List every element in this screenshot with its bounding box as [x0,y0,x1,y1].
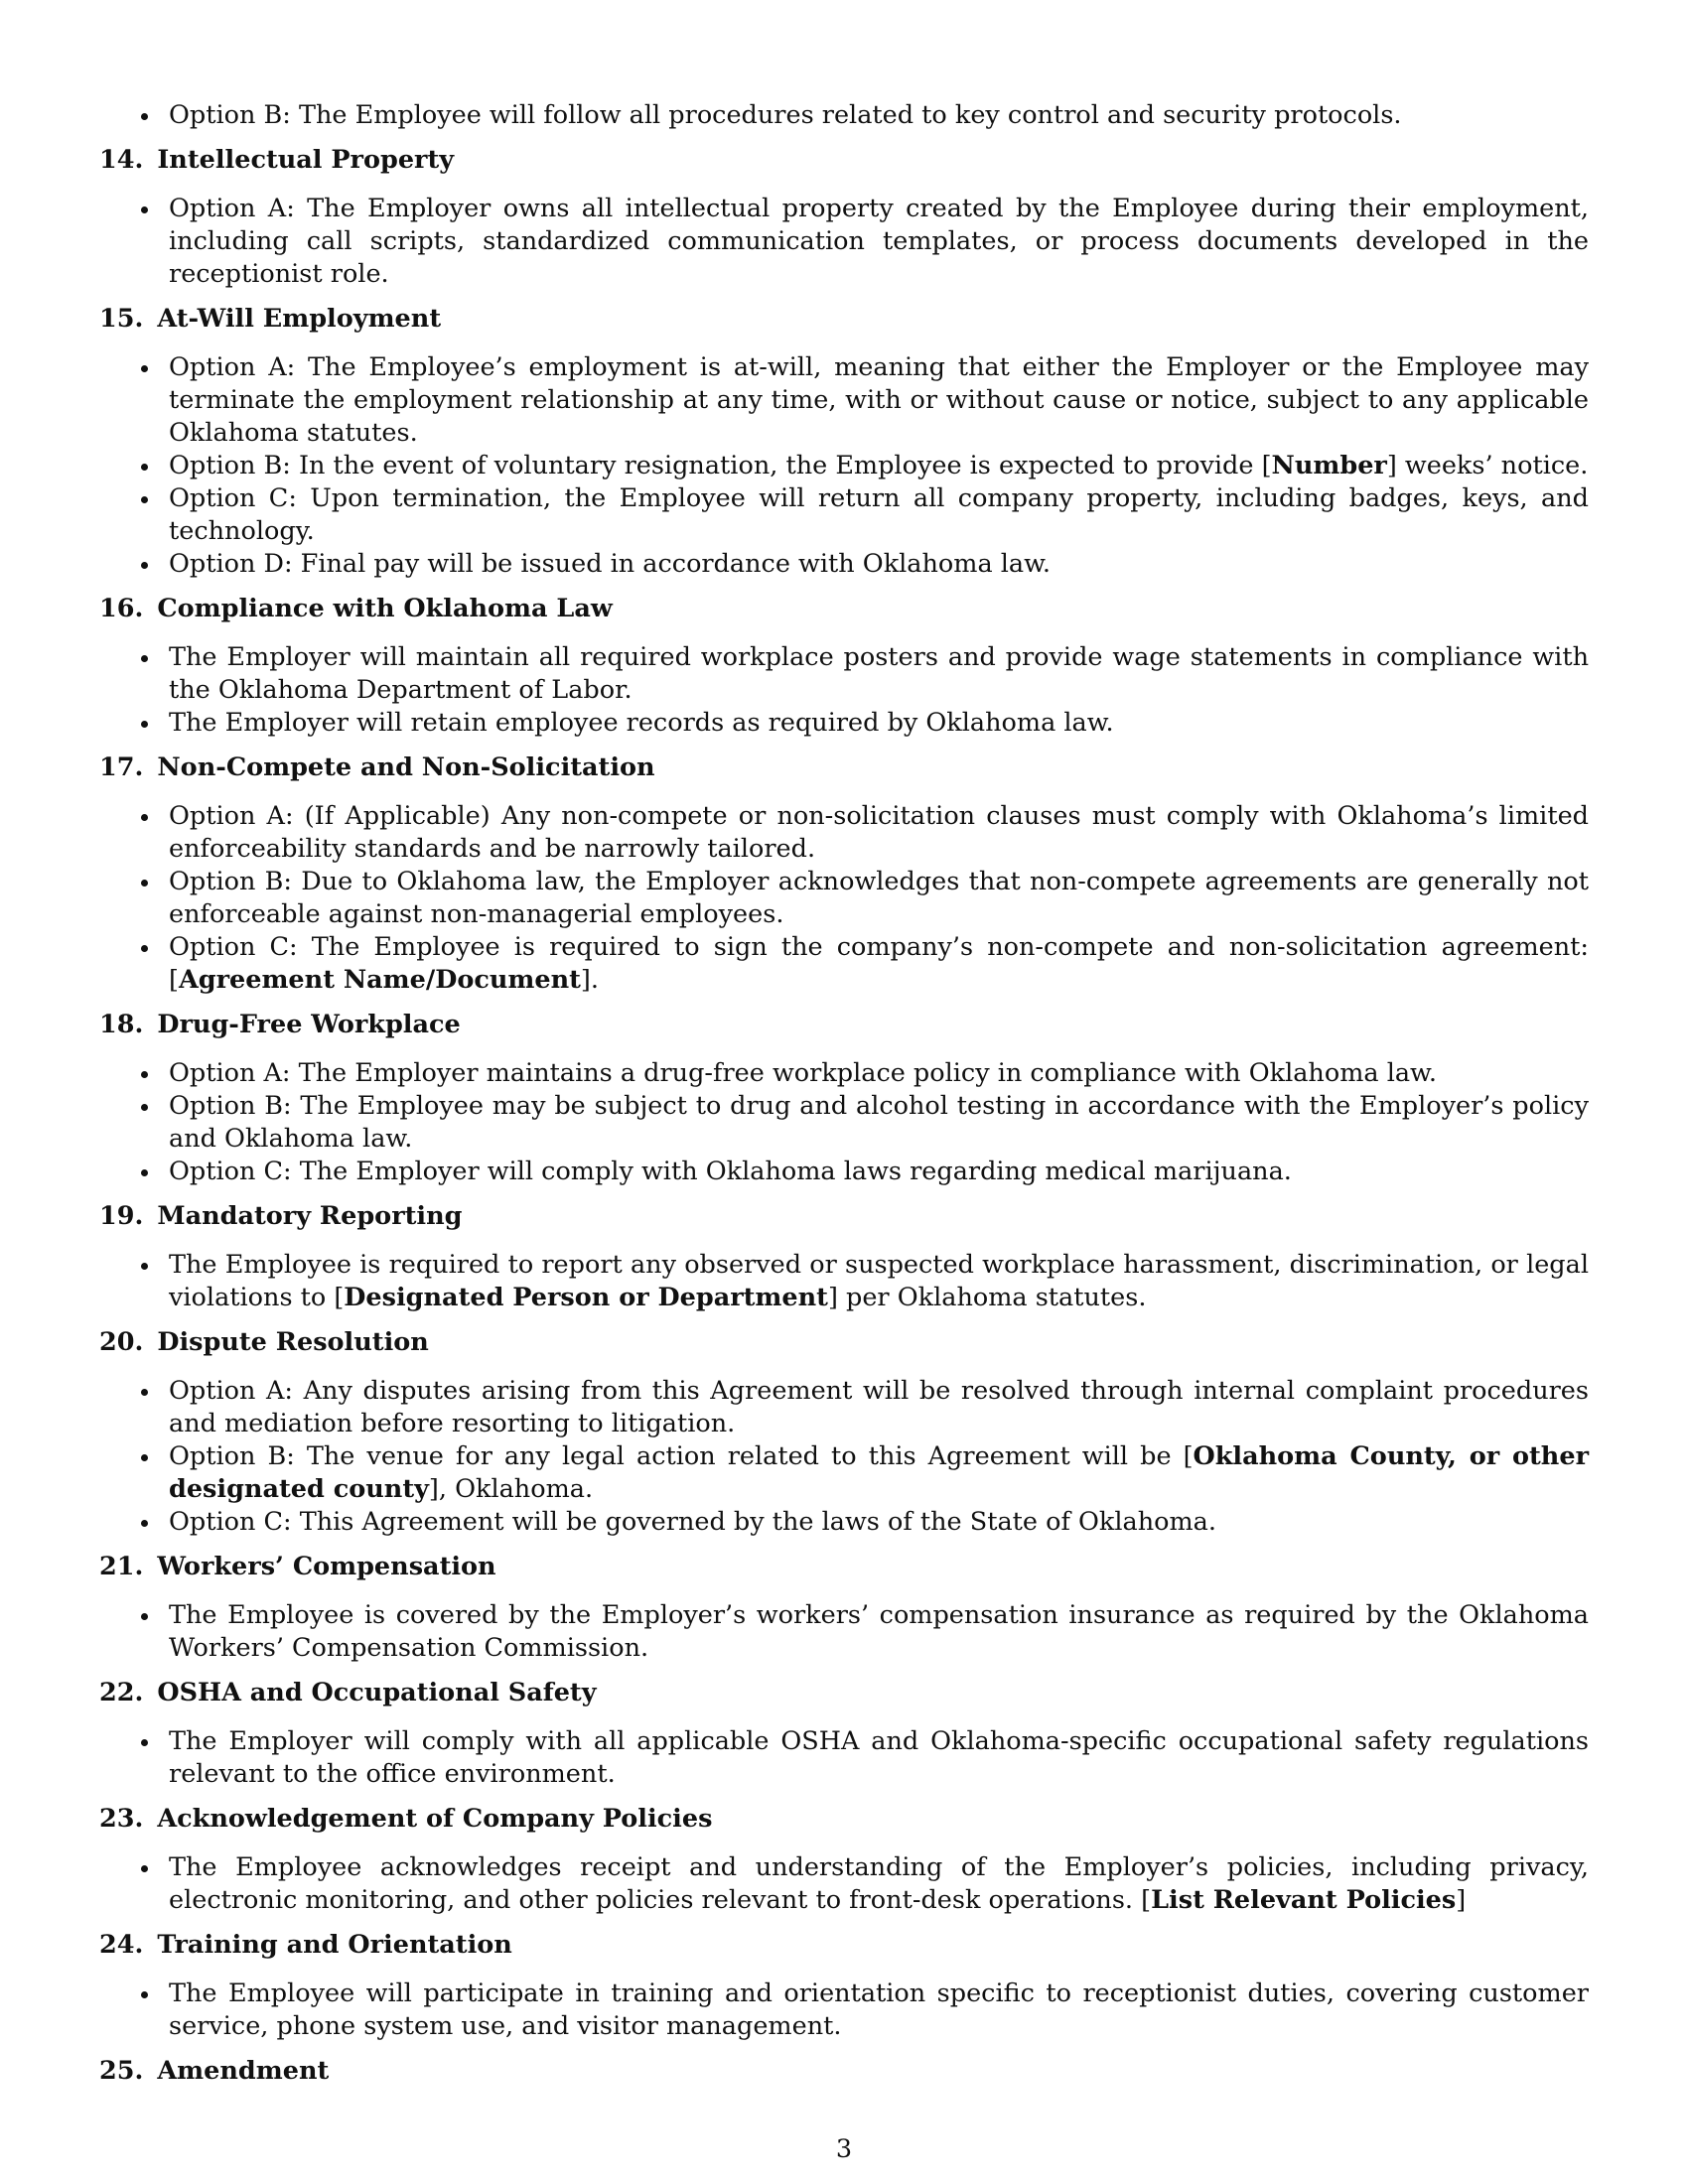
item-text: Option A: (If Applicable) Any non-compete or non-solicitation clauses must comply with Oklahoma’s limited enforceability standards and be narrowly tailored. [169,801,1589,864]
section-title: Compliance with Oklahoma Law [157,594,613,623]
section-title: OSHA and Occupational Safety [157,1678,597,1707]
item-text: ]. [580,965,599,995]
item-text: Option B: Due to Oklahoma law, the Employer acknowledges that non-compete agreements are generally not enforceable against non-managerial employees. [169,867,1589,929]
item-text: Option C: The Employer will comply with Oklahoma laws regarding medical marijuana. [169,1157,1292,1186]
list-item [99,1599,1589,1665]
item-text: Option C: This Agreement will be governed by the laws of the State of Oklahoma. [169,1507,1216,1537]
item-text: Option B: The Employee will follow all procedures related to key control and security protocols. [169,100,1402,130]
list-item [99,800,1589,866]
item-text: The Employer will maintain all required workplace posters and provide wage statements in compliance with the Oklahoma Department of Labor. [169,642,1589,705]
list-item [99,1725,1589,1791]
section-items [99,193,1589,291]
list-item [99,641,1589,707]
item-text: The Employee will participate in training and orientation specific to receptionist duties, covering customer service, phone system use, and visitor management. [169,1979,1589,2041]
section-number: 21. [99,1552,144,1581]
section [99,1803,1589,1917]
item-text: The Employee is required to report any observed or suspected workplace harassment, discrimination, or legal violations to [ [169,1250,1589,1312]
list-item [99,1249,1589,1314]
section-number: 16. [99,594,144,623]
section-heading [99,303,1589,336]
section [99,1551,1589,1665]
section [99,1200,1589,1314]
section-heading [99,1326,1589,1359]
placeholder-field: Agreement Name/Document [178,965,581,995]
list-item [99,866,1589,931]
list-item [99,1375,1589,1440]
item-text: Option C: The Employee is required to sign the company’s non-compete and non-solicitation agreement: [ [169,932,1589,995]
section-number: 19. [99,1201,144,1231]
section-items [99,1851,1589,1917]
section-number: 18. [99,1010,144,1039]
section-items [99,800,1589,997]
section-number: 20. [99,1327,144,1357]
section-title: Acknowledgement of Company Policies [157,1804,713,1834]
list-item [99,548,1589,581]
section-heading [99,1551,1589,1583]
section-items [99,1375,1589,1539]
item-text: Option B: The venue for any legal action related to this Agreement will be [ [169,1441,1194,1471]
section-items [99,351,1589,581]
section-title: Non-Compete and Non-Solicitation [157,752,655,782]
list-item [99,707,1589,740]
placeholder-field: Number [1271,451,1387,480]
section-number: 22. [99,1678,144,1707]
continued-option-list [99,99,1589,132]
section [99,1929,1589,2043]
section-heading [99,1009,1589,1041]
section-items [99,641,1589,740]
section [99,2055,1589,2088]
section-items [99,1725,1589,1791]
section-items [99,1057,1589,1188]
section [99,1677,1589,1791]
section-heading [99,1200,1589,1233]
section [99,751,1589,997]
item-text: ] weeks’ notice. [1386,451,1589,480]
section-heading [99,593,1589,625]
item-text: Option A: Any disputes arising from this Agreement will be resolved through internal complaint procedures and mediation before resorting to litigation. [169,1376,1589,1438]
list-item [99,1978,1589,2043]
placeholder-field: List Relevant Policies [1151,1885,1457,1915]
section [99,593,1589,740]
item-text: Option B: In the event of voluntary resignation, the Employee is expected to provide [ [169,451,1272,480]
item-text: The Employee is covered by the Employer’s workers’ compensation insurance as required by the Oklahoma Workers’ Compensation Commission. [169,1600,1589,1663]
item-text: ] per Oklahoma statutes. [827,1283,1147,1312]
section-items [99,1978,1589,2043]
section-title: Training and Orientation [157,1930,512,1960]
list-item [99,1156,1589,1188]
item-text: Option D: Final pay will be issued in accordance with Oklahoma law. [169,549,1052,579]
section-heading [99,1677,1589,1709]
section-title: Drug-Free Workplace [157,1010,461,1039]
section-heading [99,1929,1589,1962]
section-number: 17. [99,752,144,782]
section-heading [99,1803,1589,1836]
document-page [99,99,1589,2104]
section [99,303,1589,581]
list-item [99,1440,1589,1506]
item-text: ] [1456,1885,1467,1915]
item-text: The Employee acknowledges receipt and understanding of the Employer’s policies, including privacy, electronic monitoring, and other policies relevant to front-desk operations. [ [169,1852,1589,1915]
section-title: Workers’ Compensation [157,1552,496,1581]
sections-container [99,144,1589,2088]
list-item [99,931,1589,997]
section-heading [99,2055,1589,2088]
section-title: At-Will Employment [157,304,442,334]
item-text: ], Oklahoma. [428,1474,594,1504]
list-item [99,1851,1589,1917]
item-text: Option A: The Employer maintains a drug-free workplace policy in compliance with Oklahoma law. [169,1058,1437,1088]
section-number: 25. [99,2056,144,2086]
item-text: The Employer will retain employee records as required by Oklahoma law. [169,708,1114,738]
placeholder-field: Oklahoma County, or other designated county [169,1441,1590,1504]
item-text: Option C: Upon termination, the Employee will return all company property, including badges, keys, and technology. [169,483,1589,546]
section-title: Mandatory Reporting [157,1201,463,1231]
page-number: 3 [835,2134,853,2164]
list-item [99,1057,1589,1090]
section-items [99,1249,1589,1314]
list-item [99,1506,1589,1539]
section [99,144,1589,291]
section [99,1326,1589,1539]
section [99,1009,1589,1188]
section-number: 24. [99,1930,144,1960]
list-item [99,450,1589,482]
item-text: Option A: The Employer owns all intellectual property created by the Employee during their employment, including call scripts, standardized communication templates, or process documents developed in the receptionist role. [169,194,1589,289]
section-title: Intellectual Property [157,145,455,175]
section-number: 23. [99,1804,144,1834]
section-title: Dispute Resolution [157,1327,429,1357]
placeholder-field: Designated Person or Department [344,1283,828,1312]
section-heading [99,144,1589,177]
item-text: Option B: The Employee may be subject to drug and alcohol testing in accordance with the Employer’s policy and Oklahoma law. [169,1091,1589,1154]
list-item [99,193,1589,291]
list-item [99,482,1589,548]
list-item [99,351,1589,450]
list-item [99,99,1589,132]
section-items [99,1599,1589,1665]
item-text: The Employer will comply with all applicable OSHA and Oklahoma-specific occupational safety regulations relevant to the office environment. [169,1726,1589,1789]
item-text: Option A: The Employee’s employment is at-will, meaning that either the Employer or the Employee may terminate the employment relationship at any time, with or without cause or notice, subject to any applicable Oklahoma statutes. [169,352,1589,448]
section-heading [99,751,1589,784]
section-number: 14. [99,145,144,175]
section-title: Amendment [157,2056,330,2086]
list-item [99,1090,1589,1156]
section-number: 15. [99,304,144,334]
